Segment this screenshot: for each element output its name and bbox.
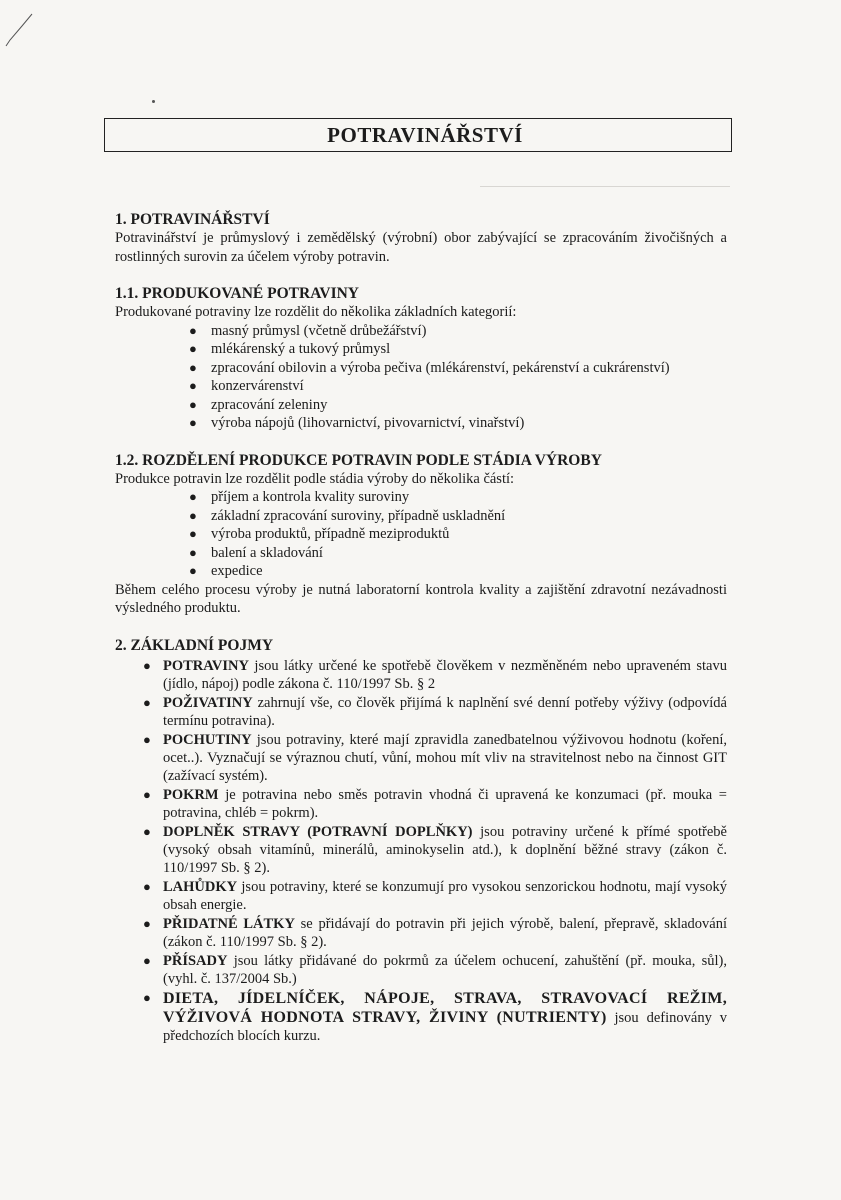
- terms-list: [115, 657, 727, 1045]
- bullet-icon: ●: [189, 507, 197, 523]
- bullet-icon: ●: [143, 915, 151, 931]
- section-2: [115, 636, 727, 1045]
- list-item: ● výroba produktů, případně meziproduktů: [189, 526, 450, 542]
- page-title: POTRAVINÁŘSTVÍ: [327, 122, 523, 147]
- bullet-icon: ●: [189, 526, 197, 541]
- section-1-heading: 1. POTRAVINÁŘSTVÍ: [115, 211, 270, 228]
- term-item: [143, 878, 727, 914]
- term-item: [143, 915, 727, 951]
- bullet-icon: ●: [189, 341, 197, 356]
- term-item: [143, 989, 727, 1045]
- bullet-icon: ●: [143, 786, 151, 802]
- bullet-icon: ●: [143, 989, 151, 1005]
- bullet-icon: ●: [189, 489, 197, 504]
- bullet-icon: ●: [189, 563, 197, 578]
- bullet-icon: ●: [143, 823, 151, 839]
- term-item: [143, 952, 727, 988]
- term-item: [143, 786, 727, 822]
- section-1-text: Potravinářství je průmyslový i zemědělský (výrobní) obor zabývající se zpracováním živočišných a rostlinných surovin za účelem výroby potravin.: [115, 230, 727, 265]
- term-name: DOPLNĚK STRAVY (POTRAVNÍ DOPLŇKY): [163, 823, 473, 840]
- section-2-heading: 2. ZÁKLADNÍ POJMY: [115, 636, 274, 654]
- term-definition: jsou látky určené ke spotřebě člověkem v nezměněném nebo upraveném stavu (jídlo, nápoj) podle zákona č. 110/1997 Sb. § 2: [163, 657, 727, 692]
- bullet-icon: ●: [143, 731, 151, 747]
- term-definition: zahrnují vše, co člověk přijímá k naplnění své denní potřeby výživy (odpovídá termínu potravina).: [163, 694, 727, 729]
- section-1-1-intro: Produkované potraviny lze rozdělit do několika základních kategorií:: [115, 304, 517, 320]
- term-name: POKRM: [163, 786, 219, 803]
- list-item: ● mlékárenský a tukový průmysl: [189, 341, 391, 357]
- faint-rule: [480, 186, 730, 187]
- list-item: ● balení a skladování: [189, 544, 323, 561]
- term-name: LAHŮDKY: [163, 878, 238, 895]
- list-item: ● základní zpracování suroviny, případně uskladnění: [189, 507, 506, 524]
- document-body: [115, 210, 727, 1063]
- list-item: ● masný průmysl (včetně drůbežářství): [189, 322, 427, 339]
- term-name: DIETA, JÍDELNÍČEK, NÁPOJE, STRAVA, STRAVOVACÍ REŽIM, VÝŽIVOVÁ HODNOTA STRAVY, ŽIVINY (NUTRIENTY): [163, 989, 727, 1026]
- section-1-1-list: [115, 322, 727, 433]
- list-item: ● výroba nápojů (lihovarnictví, pivovarnictví, vinařství): [189, 415, 525, 431]
- section-1-1: [115, 284, 727, 433]
- pen-stroke-mark: [4, 12, 34, 48]
- bullet-icon: ●: [189, 544, 197, 560]
- term-name: POCHUTINY: [163, 731, 252, 748]
- bullet-icon: ●: [189, 322, 197, 338]
- section-1-2-outro: Během celého procesu výroby je nutná laboratorní kontrola kvality a zajištění zdravotní nezávadnosti výsledného produktu.: [115, 581, 727, 616]
- bullet-icon: ●: [189, 378, 197, 393]
- term-item: [143, 731, 727, 785]
- term-definition: jsou potraviny, které mají zpravidla zanedbatelnou výživovou hodnotu (koření, ocet..). Vyznačují se výraznou chutí, vůní, mohou mít vliv na stravitelnost nebo na činnost GIT (zažívací systém).: [163, 731, 727, 784]
- section-1-1-heading: 1.1. PRODUKOVANÉ POTRAVINY: [115, 285, 360, 302]
- bullet-icon: ●: [189, 396, 197, 412]
- bullet-icon: ●: [143, 694, 151, 710]
- term-name: PŘIDATNÉ LÁTKY: [163, 915, 295, 932]
- bullet-icon: ●: [143, 878, 151, 894]
- section-1: [115, 210, 727, 266]
- title-box: [104, 118, 732, 152]
- term-definition: je potravina nebo směs potravin vhodná či upravená ke konzumaci (př. mouka = potravina, chléb = pokrm).: [163, 786, 727, 821]
- bullet-icon: ●: [143, 952, 151, 968]
- bullet-icon: ●: [189, 359, 197, 375]
- section-1-2-heading: 1.2. ROZDĚLENÍ PRODUKCE POTRAVIN PODLE STÁDIA VÝROBY: [115, 451, 602, 469]
- term-name: PŘÍSADY: [163, 952, 228, 969]
- term-definition: jsou látky přidávané do pokrmů za účelem ochucení, zahuštění (př. mouka, sůl), (vyhl. č. 137/2004 Sb.): [163, 952, 727, 987]
- term-item: [143, 823, 727, 877]
- term-name: POTRAVINY: [163, 657, 249, 674]
- term-item: [143, 657, 727, 693]
- section-1-2: [115, 451, 727, 618]
- term-definition: jsou definovány v předchozích blocích kurzu.: [163, 1009, 727, 1044]
- bullet-icon: ●: [143, 657, 151, 673]
- speck-mark: [152, 100, 155, 103]
- term-item: [143, 694, 727, 730]
- list-item: ● zpracování obilovin a výroba pečiva (mlékárenství, pekárenství a cukrárenství): [189, 359, 670, 376]
- list-item: ● zpracování zeleniny: [189, 396, 328, 413]
- term-name: POŽIVATINY: [163, 694, 253, 711]
- list-item: ● konzervárenství: [189, 378, 304, 394]
- term-definition: jsou potraviny určené k přímé spotřebě (vysoký obsah vitamínů, minerálů, aminokyselin atd.), k doplnění běžné stravy (zákon č. 110/1997 Sb. § 2).: [163, 823, 727, 876]
- term-definition: jsou potraviny, které se konzumují pro vysokou senzorickou hodnotu, mají vysoký obsah energie.: [163, 878, 727, 913]
- section-1-2-intro: Produkce potravin lze rozdělit podle stádia výroby do několika částí:: [115, 470, 515, 487]
- list-item: ● expedice: [189, 563, 263, 579]
- section-1-2-list: [115, 488, 727, 581]
- list-item: ● příjem a kontrola kvality suroviny: [189, 489, 410, 505]
- term-definition: se přidávají do potravin při jejich výrobě, balení, přepravě, skladování (zákon č. 110/1997 Sb. § 2).: [163, 915, 727, 950]
- bullet-icon: ●: [189, 415, 197, 430]
